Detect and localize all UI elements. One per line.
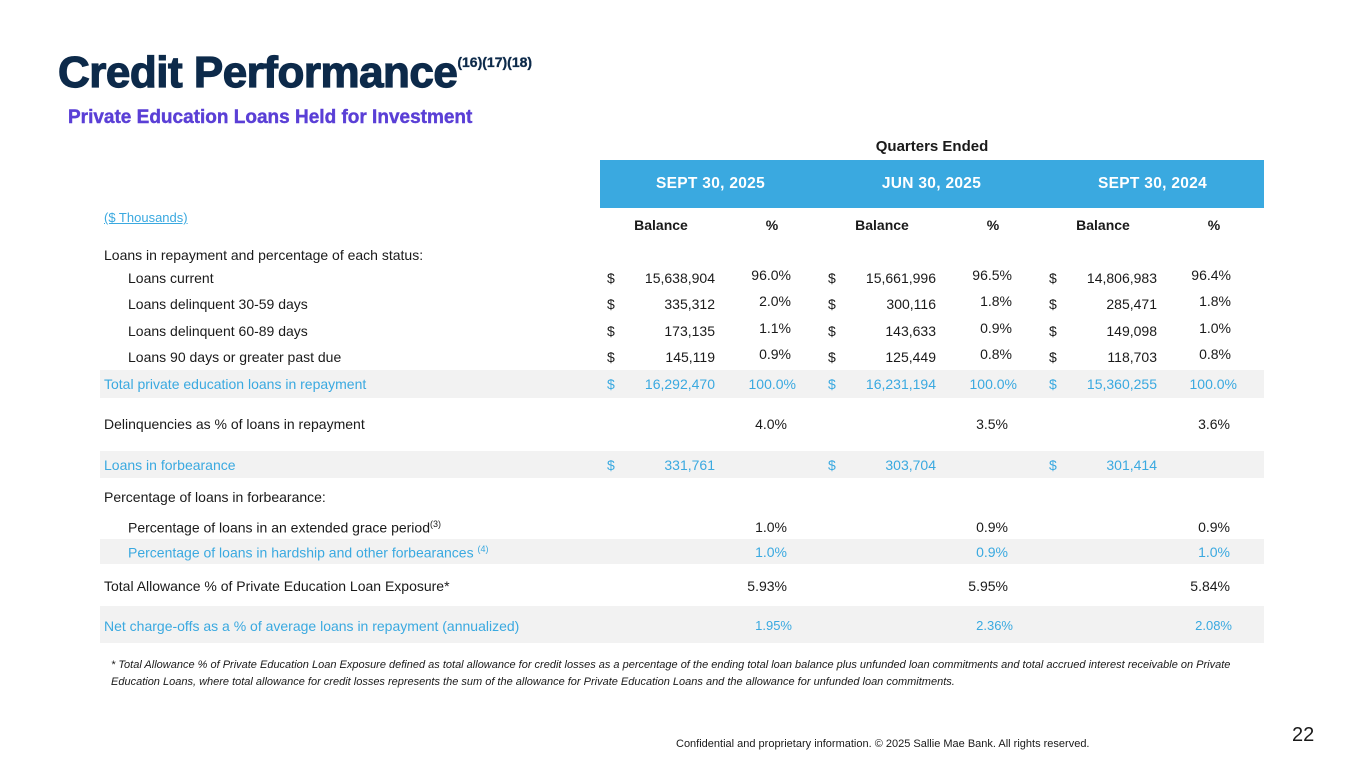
row-label — [128, 544, 488, 561]
currency-sign: $ — [607, 323, 615, 339]
pct-cell: 1.8% — [980, 293, 1012, 309]
pct-cell: 0.8% — [1199, 346, 1231, 362]
period-header-3: SEPT 30, 2024 — [1097, 175, 1208, 192]
balance-cell: 125,449 — [885, 349, 936, 365]
pct-cell: 0.9% — [1198, 519, 1230, 535]
row-label — [128, 519, 441, 536]
currency-sign: $ — [828, 296, 836, 312]
currency-sign: $ — [607, 376, 615, 392]
row-label-text: Percentage of loans in hardship and other forbearances — [128, 544, 474, 561]
row-label: Loans in forbearance — [104, 457, 236, 473]
pct-cell: 2.36% — [976, 618, 1013, 633]
balance-cell: 118,703 — [1107, 349, 1157, 365]
page-title — [58, 48, 532, 98]
currency-sign: $ — [607, 349, 615, 365]
row-label: Delinquencies as % of loans in repayment — [104, 416, 365, 432]
balance-cell: 14,806,983 — [1086, 270, 1157, 286]
pct-cell: 3.6% — [1198, 416, 1230, 432]
col-balance-3: Balance — [1076, 217, 1130, 233]
currency-sign: $ — [1049, 270, 1057, 286]
col-pct-1: % — [765, 217, 779, 233]
pct-cell: 1.1% — [759, 320, 791, 336]
pct-cell: 0.9% — [980, 320, 1012, 336]
pct-cell: 2.08% — [1195, 618, 1232, 633]
balance-cell: 16,292,470 — [644, 376, 715, 392]
currency-sign: $ — [607, 296, 615, 312]
col-pct-3: % — [1207, 217, 1221, 233]
footnote-ref: (3) — [430, 519, 441, 529]
title-footnote-refs: (16)(17)(18) — [457, 54, 533, 70]
balance-cell: 15,360,255 — [1086, 376, 1157, 392]
currency-sign: $ — [828, 323, 836, 339]
pct-cell: 5.84% — [1190, 578, 1230, 594]
balance-cell: 145,119 — [665, 349, 715, 365]
row-label: Total private education loans in repayment — [104, 376, 367, 392]
pct-cell: 96.5% — [972, 267, 1012, 283]
pct-cell: 0.9% — [976, 544, 1008, 560]
balance-cell: 301,414 — [1106, 457, 1157, 473]
quarters-ended-label: Quarters Ended — [875, 138, 989, 155]
pct-cell: 1.0% — [755, 544, 787, 560]
balance-cell: 303,704 — [885, 457, 936, 473]
confidentiality-notice: Confidential and proprietary information. © 2025 Sallie Mae Bank. All rights reserved. — [676, 738, 1090, 750]
pct-cell: 0.9% — [759, 346, 791, 362]
section-label: Loans in repayment and percentage of each status: — [104, 247, 424, 263]
pct-cell: 100.0% — [969, 376, 1017, 392]
currency-sign: $ — [1049, 323, 1057, 339]
pct-cell: 0.8% — [980, 346, 1012, 362]
pct-cell: 2.0% — [759, 293, 791, 309]
currency-sign: $ — [828, 457, 836, 473]
page-number: 22 — [1292, 724, 1315, 746]
pct-cell: 96.0% — [751, 267, 791, 283]
pct-cell: 1.0% — [1199, 320, 1231, 336]
col-pct-2: % — [986, 217, 1000, 233]
units-label: ($ Thousands) — [104, 210, 188, 225]
pct-cell: 3.5% — [976, 416, 1008, 432]
page-title-text: Credit Performance — [58, 48, 458, 97]
balance-cell: 173,135 — [664, 323, 715, 339]
pct-cell: 1.0% — [755, 519, 787, 535]
currency-sign: $ — [1049, 296, 1057, 312]
pct-cell: 96.4% — [1191, 267, 1231, 283]
row-label: Loans current — [128, 270, 214, 286]
pct-cell: 5.95% — [968, 578, 1008, 594]
period-header-1: SEPT 30, 2025 — [655, 175, 766, 192]
pct-cell: 1.95% — [755, 618, 792, 633]
currency-sign: $ — [1049, 457, 1057, 473]
pct-cell: 5.93% — [747, 578, 787, 594]
period-header-2: JUN 30, 2025 — [881, 175, 982, 192]
balance-cell: 331,761 — [664, 457, 715, 473]
balance-cell: 335,312 — [664, 296, 715, 312]
pct-cell: 0.9% — [976, 519, 1008, 535]
row-label: Loans delinquent 30-59 days — [128, 296, 308, 312]
row-label: Total Allowance % of Private Education Loan Exposure* — [104, 578, 450, 594]
currency-sign: $ — [1049, 349, 1057, 365]
pct-cell: 4.0% — [755, 416, 787, 432]
balance-cell: 16,231,194 — [865, 376, 936, 392]
pct-cell: 1.0% — [1198, 544, 1230, 560]
row-label: Net charge-offs as a % of average loans in repayment (annualized) — [104, 618, 520, 634]
page-subtitle: Private Education Loans Held for Investment — [68, 107, 473, 128]
balance-cell: 285,471 — [1106, 296, 1157, 312]
footnote: * Total Allowance % of Private Education Loan Exposure defined as total allowance for credit losses as a percentage of the ending total loan balance plus unfunded loan commitments and total accrued interest receivable on Private Education Loans, where total allowance for credit losses represents the sum of the allowance for Private Education Loans and the allowance for unfunded loan commitments. — [111, 659, 1231, 688]
row-label: Loans 90 days or greater past due — [128, 349, 342, 365]
balance-cell: 143,633 — [885, 323, 936, 339]
currency-sign: $ — [828, 349, 836, 365]
balance-cell: 15,638,904 — [644, 270, 715, 286]
row-label-text: Percentage of loans in an extended grace period — [128, 519, 430, 536]
col-balance-2: Balance — [855, 217, 909, 233]
pct-cell: 100.0% — [748, 376, 796, 392]
balance-cell: 15,661,996 — [865, 270, 936, 286]
currency-sign: $ — [1049, 376, 1057, 392]
balance-cell: 149,098 — [1106, 323, 1157, 339]
period-header-band — [600, 160, 1264, 208]
col-balance-1: Balance — [634, 217, 688, 233]
pct-cell: 1.8% — [1199, 293, 1231, 309]
currency-sign: $ — [607, 457, 615, 473]
currency-sign: $ — [828, 270, 836, 286]
row-label: Loans delinquent 60-89 days — [128, 323, 308, 339]
currency-sign: $ — [828, 376, 836, 392]
pct-cell: 100.0% — [1189, 376, 1237, 392]
row-label: Percentage of loans in forbearance: — [104, 489, 326, 505]
footnote-ref: (4) — [477, 544, 489, 554]
currency-sign: $ — [607, 270, 615, 286]
balance-cell: 300,116 — [886, 296, 936, 312]
